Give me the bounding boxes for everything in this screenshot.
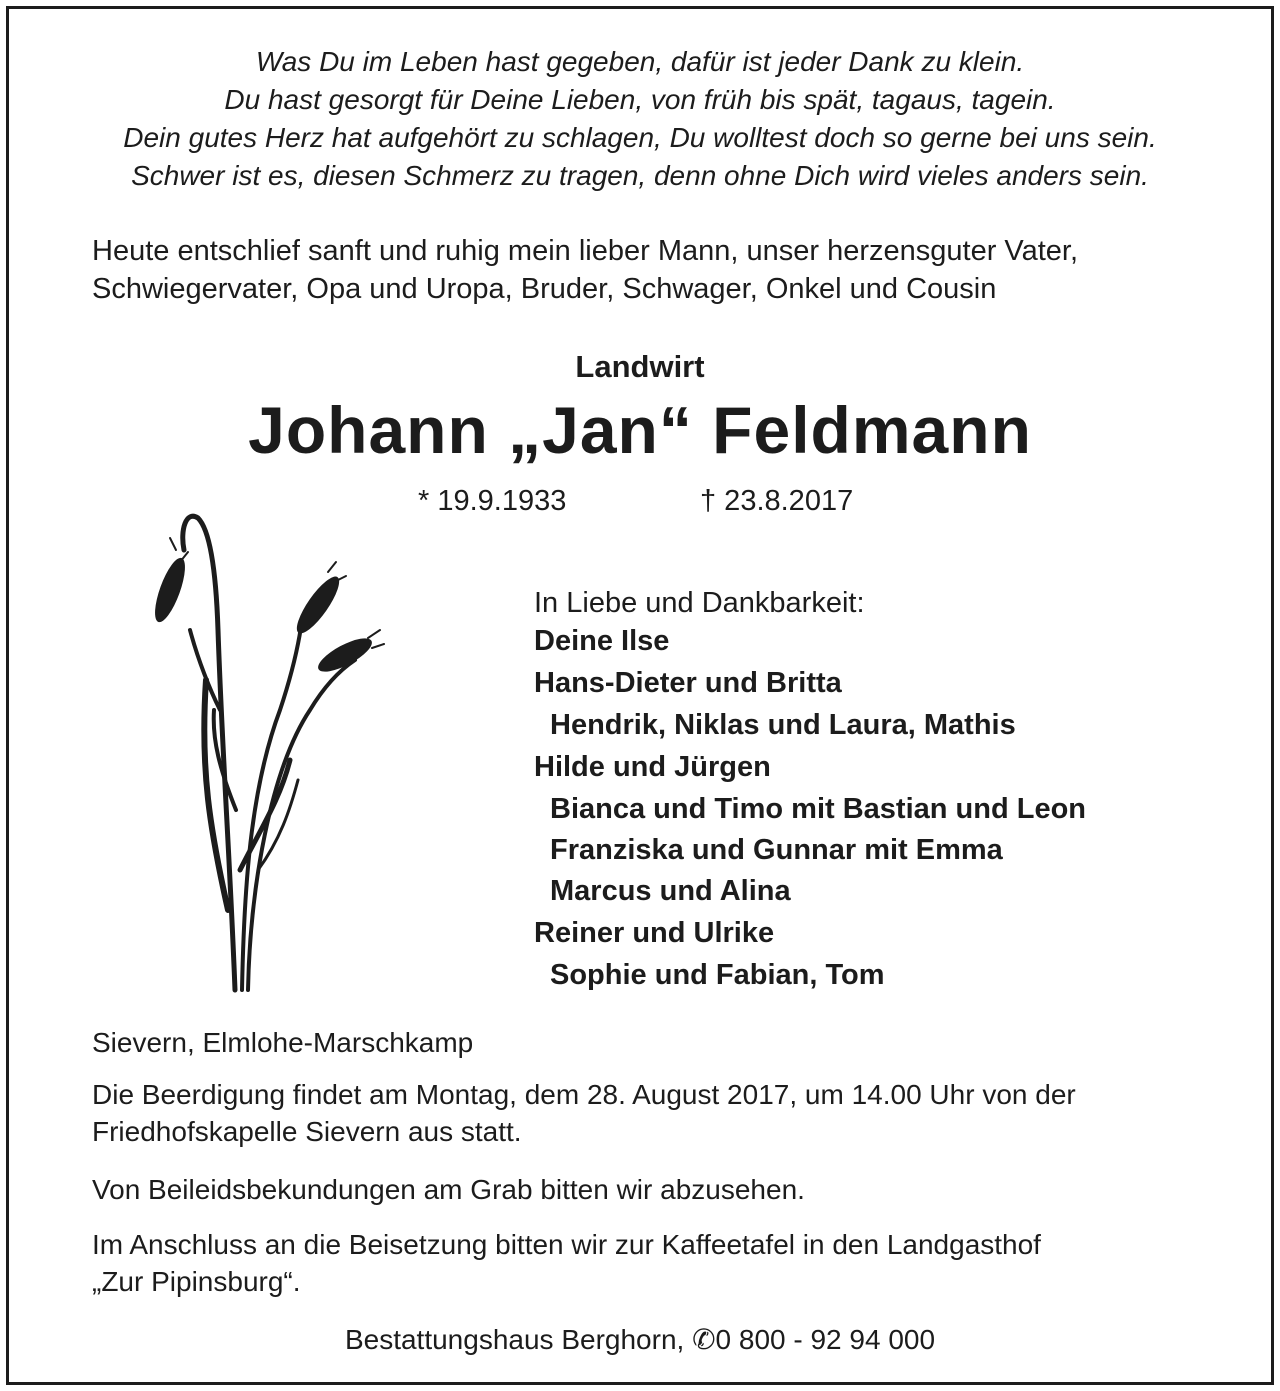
poem-line-1: Was Du im Leben hast gegeben, dafür ist jeder Dank zu klein. — [255, 46, 1025, 77]
mourner-9: Sophie und Fabian, Tom — [550, 959, 885, 991]
profession: Landwirt — [575, 349, 705, 384]
deceased-name: Johann „Jan“ Feldmann — [248, 393, 1032, 467]
reception-line-1: Im Anschluss an die Beisetzung bitten wir zur Kaffeetafel in den Landgasthof — [92, 1229, 1041, 1260]
mourner-6: Franziska und Gunnar mit Emma — [550, 834, 1003, 866]
location: Sievern, Elmlohe-Marschkamp — [92, 1027, 474, 1058]
reception-line-2: „Zur Pipinsburg“. — [92, 1266, 301, 1297]
mourner-1: Deine Ilse — [534, 625, 670, 657]
intro-line-1: Heute entschlief sanft und ruhig mein lieber Mann, unser herzensguter Vater, — [92, 235, 1079, 267]
mourner-8: Reiner und Ulrike — [534, 917, 775, 949]
death-date: † 23.8.2017 — [700, 485, 854, 517]
mourner-2: Hans-Dieter und Britta — [534, 667, 842, 699]
funeral-line-1: Die Beerdigung findet am Montag, dem 28. August 2017, um 14.00 Uhr von der — [92, 1079, 1076, 1110]
intro-line-2: Schwiegervater, Opa und Uropa, Bruder, Schwager, Onkel und Cousin — [92, 273, 997, 305]
mourner-4: Hilde und Jürgen — [534, 751, 771, 783]
wheat-ears-icon — [140, 510, 400, 1000]
funeral-line-2: Friedhofskapelle Sievern aus statt. — [92, 1116, 522, 1147]
poem-line-2: Du hast gesorgt für Deine Lieben, von früh bis spät, tagaus, tagein. — [224, 84, 1056, 115]
mourner-5: Bianca und Timo mit Bastian und Leon — [550, 793, 1087, 825]
funeral-home: Bestattungshaus Berghorn, ✆0 800 - 92 94 000 — [344, 1324, 936, 1355]
mourner-7: Marcus und Alina — [550, 875, 791, 907]
poem-line-3: Dein gutes Herz hat aufgehört zu schlagen, Du wolltest doch so gerne bei uns sein. — [123, 122, 1157, 153]
poem-line-4: Schwer ist es, diesen Schmerz zu tragen, denn ohne Dich wird vieles anders sein. — [131, 160, 1149, 191]
mourner-3: Hendrik, Niklas und Laura, Mathis — [550, 709, 1016, 741]
mourners-intro: In Liebe und Dankbarkeit: — [534, 587, 865, 619]
birth-date: * 19.9.1933 — [418, 485, 567, 517]
condolence-note: Von Beileidsbekundungen am Grab bitten wir abzusehen. — [92, 1174, 805, 1205]
